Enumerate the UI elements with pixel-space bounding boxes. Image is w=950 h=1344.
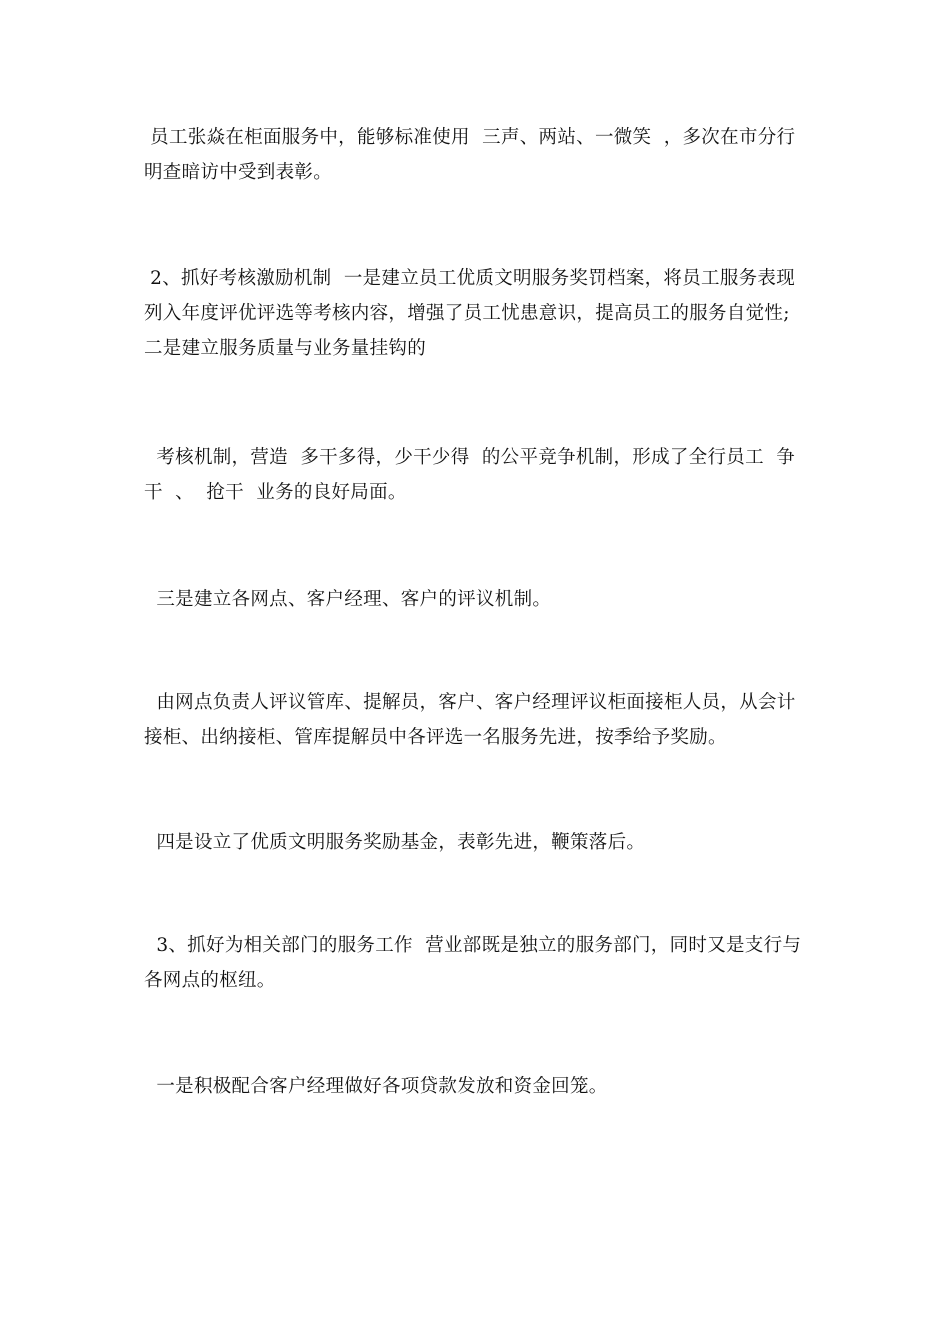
text-line: 明查暗访中受到表彰。	[144, 162, 333, 183]
text-line: 接柜、出纳接柜、管库提解员中各评选一名服务先进，按季给予奖励。	[144, 727, 727, 748]
text-line: 二是建立服务质量与业务量挂钩的	[144, 338, 427, 359]
text-line: 由网点负责人评议管库、提解员，客户、客户经理评议柜面接柜人员，从会计	[144, 692, 796, 713]
paragraph-evaluation-details	[144, 685, 808, 755]
paragraph-reward-fund	[144, 825, 808, 860]
text-line: 员工张焱在柜面服务中，能够标准使用 三声、两站、一微笑 ，多次在市分行	[144, 127, 796, 148]
text-line: 列入年度评优评选等考核内容，增强了员工忧患意识，提高员工的服务自觉性;	[144, 303, 790, 324]
paragraph-staff-commendation	[144, 120, 808, 190]
text-line: 一是积极配合客户经理做好各项贷款发放和资金回笼。	[144, 1076, 608, 1097]
paragraph-assessment-mechanism	[144, 440, 808, 510]
text-line: 各网点的枢纽。	[144, 970, 276, 991]
paragraph-evaluation-mechanism	[144, 582, 808, 617]
text-line: 三是建立各网点、客户经理、客户的评议机制。	[144, 589, 552, 610]
paragraph-assessment-incentive	[144, 261, 808, 366]
text-line: 考核机制，营造 多干多得，少干少得 的公平竞争机制，形成了全行员工 争	[144, 447, 796, 468]
paragraph-loan-cooperation	[144, 1069, 808, 1104]
text-line: 3、抓好为相关部门的服务工作 营业部既是独立的服务部门，同时又是支行与	[144, 935, 802, 956]
text-line: 2、抓好考核激励机制 一是建立员工优质文明服务奖罚档案，将员工服务表现	[144, 268, 796, 289]
paragraph-department-service	[144, 928, 808, 998]
text-line: 干 、 抢干 业务的良好局面。	[144, 482, 407, 503]
text-line: 四是设立了优质文明服务奖励基金，表彰先进，鞭策落后。	[144, 832, 646, 853]
